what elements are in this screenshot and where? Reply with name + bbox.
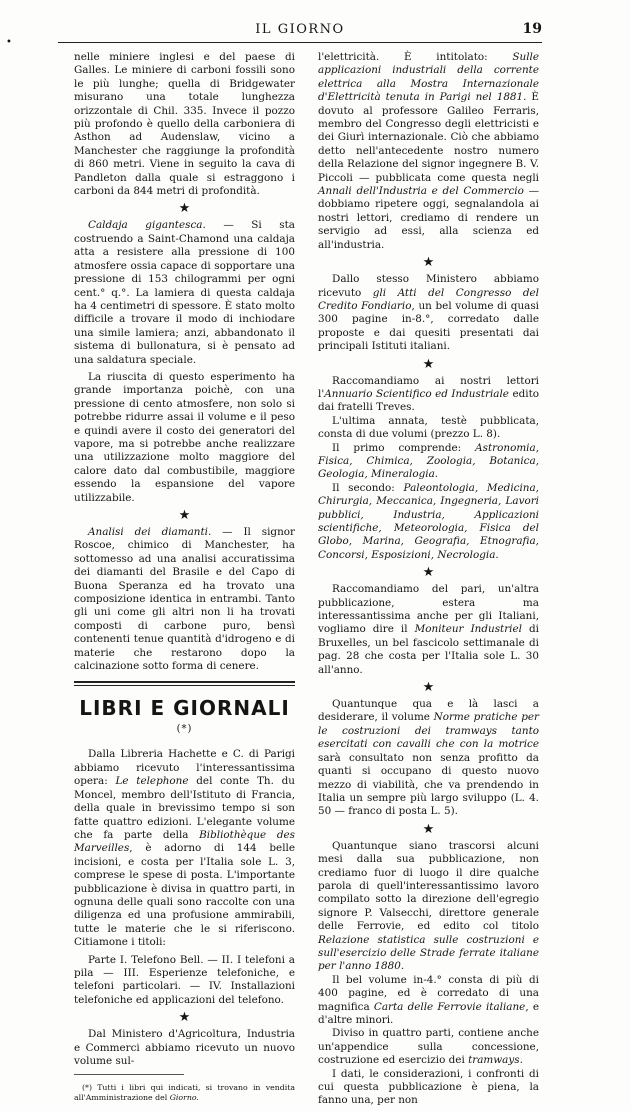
- section-title: LIBRI E GIORNALI (*): [79, 696, 290, 735]
- margin-mark: •: [6, 37, 12, 48]
- page-number: 19: [522, 21, 542, 37]
- footnote: (*) Tutti i libri qui indicati, si trovano in vendita all'Amministrazione del Giorno.: [74, 1083, 295, 1103]
- paragraph-atti: Dallo stesso Ministero abbiamo ricevuto gli Atti del Congresso del Credito Fondiario, un bel volume di quasi 300 pagine in-8.°, corredato dalle proposte e dai quesiti presentati dai principali Istituti italiani.: [318, 273, 539, 353]
- paragraph-parti: Parte I. Telefono Bell. — II. I telefoni a pila — III. Esperienze telefoniche, e telefoni particolari. — IV. Installazioni telefoniche ed applicazioni del telefono.: [74, 953, 295, 1006]
- paragraph-annuario: Raccomandiamo ai nostri lettori l'Annuario Scientifico ed Industriale edito dai fratelli Treves.: [318, 374, 540, 414]
- caldaja-label: Caldaja gigantesca.: [88, 219, 206, 232]
- left-column: [74, 51, 295, 1111]
- running-title: IL GIORNO: [255, 22, 345, 37]
- separator-star: ★: [422, 356, 435, 372]
- paragraph-hachette: Dalla Libreria Hachette e C. di Parigi abbiamo ricevuto l'interessantissima opera: Le telephone del conte Th. du Moncel, membro dell'Istituto di Francia, della quale in brevissimo tempo si son fatte quattro edizioni. L'elegante volume che fa parte della Bibliothèque des Marveilles, è adorno di 144 belle incisioni, e costa per l'Italia sole L. 3, comprese le spese di posta. L'importante pubblicazione è divisa in quattro parti, in ognuna delle quali sono raccolte con una diligenza ed una profusione ammirabili, tutte le materie che le si riferiscono. Citiamone i titoli:: [74, 748, 295, 949]
- paragraph-diviso: Diviso in quattro parti, contiene anche un'appendice sulla concessione, costruzione ed esercizio dei tramways.: [318, 1027, 539, 1067]
- separator-star: ★: [422, 821, 435, 837]
- header-rule: [58, 42, 542, 43]
- separator-star: ★: [178, 1010, 191, 1026]
- paragraph-caldaja: Caldaja gigantesca. — Si sta costruendo a Saint-Chamond una caldaja atta a resistere alla pressione di 100 atmosfere ossia capace di sopportare una pressione di 153 chilogrammi per ogni cent.° q.°. La lamiera di questa caldaja ha 4 centimetri di spessore. È stato molto difficile a trovare il modo di inchiodare una simile lamiera; anzi, abbandonato il sistema di bullonatura, si è pensato ad una saldatura speciale.: [74, 219, 295, 366]
- paragraph-elettricita: l'elettricità. È intitolato: Sulle applicazioni industriali della corrente elettrica alla Mostra Internazionale d'Elettricità tenuta in Parigi nel 1881. È dovuto al professore Galileo Ferraris, membro del Congresso degli elettricisti e dei Giurì internazionale. Ciò che abbiamo detto nell'antecedente nostro numero della Relazione del signor ingegnere B. V. Piccoli — pubblicata come questa negli Annali dell'Industria e del Commercio — dobbiamo ripetere oggi, segnalandola ai nostri lettori, crediamo di rendere un servigio ad essi, alla scienza ed all'industria.: [318, 51, 539, 251]
- paragraph-moniteur: Raccomandiamo del pari, un'altra pubblicazione, estera ma interessantissima anche per gli Italiani, vogliamo dire il Moniteur Industriel di Bruxelles, un bel fascicolo settimanale di pag. 28 che costa per l'Italia sole L. 30 all'anno.: [318, 583, 540, 676]
- paragraph-primo: Il primo comprende: Astronomia, Fisica, Chimica, Zoologia, Botanica, Geologia, Mineralogia.: [318, 441, 539, 481]
- paragraph-volume: Il bel volume in-4.° consta di più di 400 pagine, ed è corredato di una magnifica Carta delle Ferrovie italiane, e d'altre minori.: [318, 973, 539, 1026]
- separator-star: ★: [422, 255, 435, 271]
- section-rule-top-thin: [74, 685, 295, 686]
- paragraph-relazione: Quantunque siano trascorsi alcuni mesi dalla sua pubblicazione, non crediamo fuor di luogo il dire qualche parola di quell'interessantissimo lavoro compilato sotto la direzione dell'egregio signore P. Valsecchi, direttore generale delle Ferrovie, ed edito col titolo Relazione statistica sulle costruzioni e sull'esercizio delle Strade ferrate italiane per l'anno 1880.: [318, 839, 539, 973]
- paragraph-ministero: Dal Ministero d'Agricoltura, Industria e Commerci abbiamo ricevuto un nuovo volume sul-: [74, 1028, 295, 1067]
- paragraph-dati: I dati, le considerazioni, i confronti di cui questa pubblicazione è piena, la fanno una, per non: [318, 1067, 539, 1107]
- paragraph-secondo: Il secondo: Paleontologia, Medicina, Chirurgia, Meccanica, Ingegneria, Lavori pubblici, Industria, Applicazioni scientifiche, Meteorologia, Fisica del Globo, Marina, Geografia, Etnografia, Concorsi, Esposizioni, Necrologia.: [318, 481, 539, 561]
- paragraph-diamanti: Analisi dei diamanti. — Il signor Roscoe, chimico di Manchester, ha sottomesso ad una analisi accuratissima dei diamanti del Brasile e del Capo di Buona Speranza ed ha trovato una composizione identica in entrambi. Tanto gli uni come gli altri non li ha trovati composti di carbone puro, bensì contenenti tenue quantità d'idrogeno e di materie che restarono dopo la calcinazione sotto forma di cenere.: [74, 526, 295, 673]
- section-note-mark: (*): [176, 723, 193, 735]
- separator-star: ★: [422, 565, 435, 581]
- right-column: [318, 51, 539, 1108]
- separator-star: ★: [178, 201, 191, 217]
- paragraph-tramways: Quantunque qua e là lasci a desiderare, il volume Norme pratiche per le costruzioni dei tramways tanto esercitati con cavalli che con la motrice sarà consultato non senza profitto da quanti si occupano di questo nuovo mezzo di viabilità, che va prendendo in Italia un sempre più largo sviluppo (L. 4. 50 — franco di posta L. 5).: [318, 698, 539, 818]
- paragraph-mines: nelle miniere inglesi e del paese di Galles. Le miniere di carboni fossili sono le più lunghe; quella di Bridgewater misurano una totale lunghezza orizzontale di Chil. 335. Invece il pozzo più profondo è quello della carboniera di Asthon ad Audenslaw, vicino a Manchester che raggiunge la profondità di 860 metri. Viene in seguito la cava di Pandleton dalla quale si estraggono i carboni da 844 metri di profondità.: [74, 51, 295, 198]
- paragraph-annata: L'ultima annata, testè pubblicata, consta di due volumi (prezzo L. 8).: [318, 414, 539, 441]
- footnote-rule: [74, 1074, 184, 1075]
- separator-star: ★: [422, 680, 435, 696]
- section-rule-top: [74, 681, 295, 683]
- diamanti-label: Analisi dei diamanti.: [88, 526, 212, 538]
- page-header: [58, 20, 542, 42]
- paragraph-esperimento: La riuscita di questo esperimento ha grande importanza poichè, con una pressione di cento atmosfere, non solo si potrebbe ridurre assai il volume e il peso e quindi avere il costo dei generatori del vapore, ma si potrebbe anche realizzare una utilizzazione molto maggiore del calore dato dal combustibile, maggiore essendo la espansione del vapore utilizzabile.: [74, 370, 295, 504]
- separator-star: ★: [178, 508, 191, 523]
